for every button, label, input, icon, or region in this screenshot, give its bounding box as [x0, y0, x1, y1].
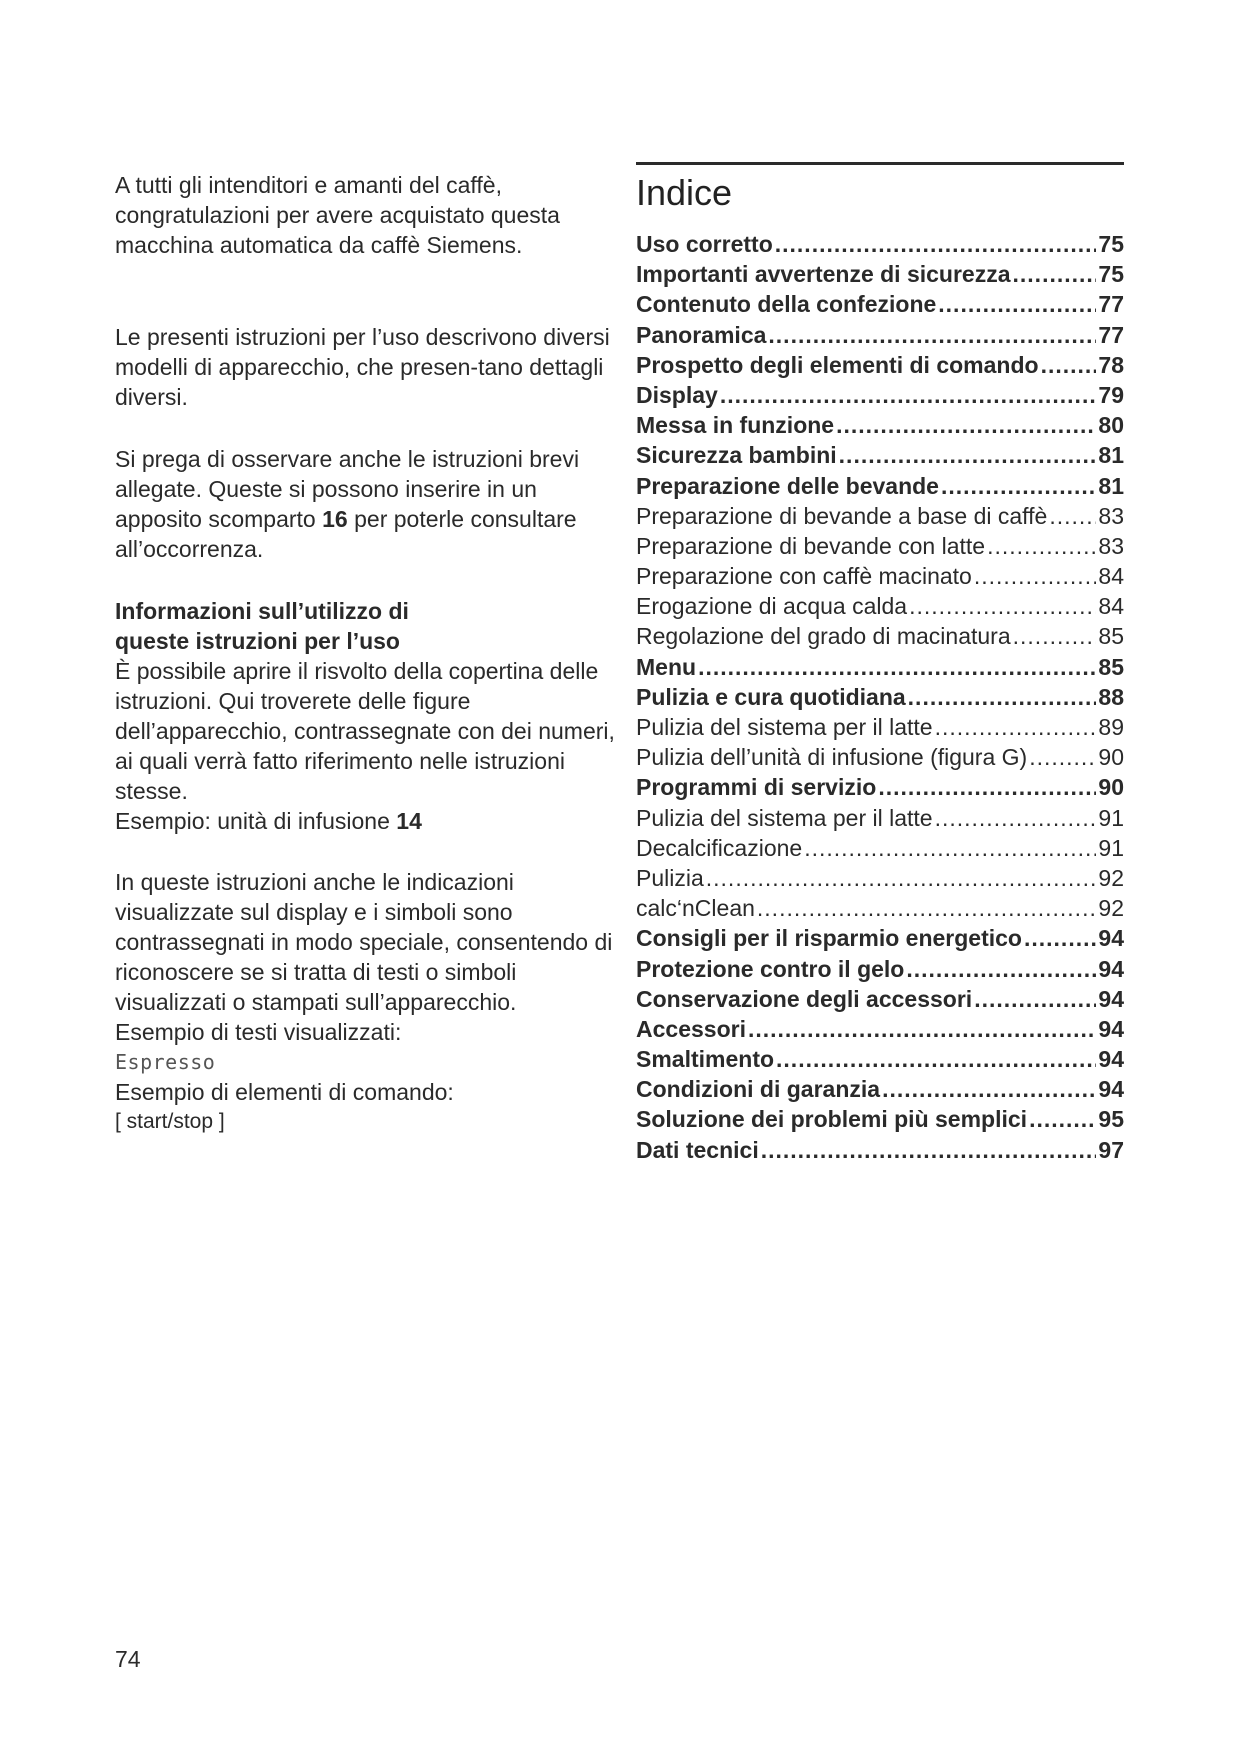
toc-entry-page: 78 [1098, 351, 1124, 378]
toc-entry-label: Decalcificazione [636, 834, 803, 861]
page-number: 74 [115, 1646, 141, 1672]
toc-entry[interactable] [636, 1044, 1124, 1074]
toc-entry-label: Protezione contro il gelo [636, 955, 905, 982]
toc-dot-leader [776, 1044, 1096, 1074]
toc-entry[interactable] [636, 712, 1124, 742]
info-heading-line1: Informazioni sull’utilizzo di [115, 598, 409, 624]
toc-entry-label: Display [636, 381, 718, 408]
short-instructions-paragraph [115, 444, 615, 564]
toc-dot-leader [935, 712, 1097, 742]
info-heading [115, 596, 615, 656]
example-controls-label: Esempio di elementi di comando: [115, 1079, 454, 1105]
toc-entry[interactable] [636, 1104, 1124, 1134]
toc-entry[interactable] [636, 833, 1124, 863]
toc-entry-page: 77 [1098, 321, 1124, 348]
toc-entry[interactable] [636, 350, 1124, 380]
toc-entry-page: 84 [1098, 593, 1124, 620]
toc-dot-leader [706, 863, 1097, 893]
toc-entry[interactable] [636, 561, 1124, 591]
toc-entry[interactable] [636, 742, 1124, 772]
toc-entry-page: 80 [1098, 412, 1124, 439]
example-display-value: Espresso [115, 1050, 216, 1074]
toc-entry-label: Preparazione di bevande a base di caffè [636, 502, 1048, 529]
toc-entry-page: 79 [1098, 381, 1124, 408]
toc-dot-leader [775, 229, 1097, 259]
toc-entry[interactable] [636, 803, 1124, 833]
toc-entry[interactable] [636, 1135, 1124, 1165]
toc-entry-label: Regolazione del grado di macinatura [636, 623, 1011, 650]
toc-entry[interactable] [636, 1014, 1124, 1044]
toc-entry-page: 85 [1098, 623, 1124, 650]
toc-entry-label: Menu [636, 653, 697, 680]
toc-entry-page: 94 [1098, 985, 1124, 1012]
display-paragraph-text: In queste istruzioni anche le indicazioni visualizzate sul display e i simboli sono contrassegnati in modo speciale, consentendo di riconoscere se si tratta di testi o simboli visualizzati o stampati sull’apparecchio. [115, 869, 613, 1015]
toc-entry[interactable] [636, 471, 1124, 501]
toc-entry-page: 75 [1098, 261, 1124, 288]
toc-entry-page: 88 [1098, 683, 1124, 710]
toc-entry[interactable] [636, 501, 1124, 531]
toc-dot-leader [906, 954, 1096, 984]
toc-entry-page: 92 [1098, 864, 1124, 891]
toc-entry-page: 77 [1098, 291, 1124, 318]
toc-entry-page: 92 [1098, 895, 1124, 922]
toc-entry-label: Uso corretto [636, 231, 773, 257]
example-controls-value: [ start/stop ] [115, 1110, 225, 1133]
toc-entry-page: 94 [1098, 1046, 1124, 1073]
example-display-label: Esempio di testi visualizzati: [115, 1019, 402, 1045]
toc-entry-page: 90 [1098, 744, 1124, 771]
short-instructions-text: Si prega di osservare anche le istruzioni brevi allegate. Queste si possono inserire in un apposito scomparto [115, 446, 580, 532]
toc-entry[interactable] [636, 440, 1124, 470]
toc-dot-leader [974, 561, 1097, 591]
toc-entry-label: Conservazione degli accessori [636, 985, 973, 1012]
toc-entry-label: Sicurezza bambini [636, 442, 837, 469]
toc-entry-page: 94 [1098, 1076, 1124, 1103]
toc-entry[interactable] [636, 320, 1124, 350]
toc-entry-label: Preparazione delle bevande [636, 472, 939, 499]
toc-list [636, 229, 1124, 1165]
toc-entry-page: 81 [1098, 442, 1124, 469]
toc-entry-label: calc‘nClean [636, 895, 755, 922]
example-unit-number: 14 [396, 808, 422, 834]
toc-entry[interactable] [636, 289, 1124, 319]
short-instructions-text-end: per poterle consultare all’occorrenza. [115, 506, 577, 562]
toc-entry-page: 94 [1098, 1015, 1124, 1042]
toc-entry[interactable] [636, 893, 1124, 923]
toc-entry-page: 83 [1098, 502, 1124, 529]
toc-entry-label: Smaltimento [636, 1046, 775, 1073]
toc-dot-leader [987, 531, 1096, 561]
toc-dot-leader [882, 1074, 1096, 1104]
toc-dot-leader [1029, 1104, 1096, 1134]
toc-entry-page: 90 [1098, 774, 1124, 801]
toc-entry-label: Contenuto della confezione [636, 291, 937, 318]
toc-entry-label: Programmi di servizio [636, 774, 877, 801]
toc-entry-label: Erogazione di acqua calda [636, 593, 908, 620]
toc-entry-page: 75 [1098, 231, 1124, 257]
toc-entry-page: 95 [1098, 1106, 1124, 1133]
toc-entry-label: Pulizia del sistema per il latte [636, 804, 933, 831]
toc-dot-leader [768, 320, 1096, 350]
toc-entry[interactable] [636, 682, 1124, 712]
info-body: È possibile aprire il risvolto della copertina delle istruzioni. Qui troverete delle figure dell’apparecchio, contrassegnate con dei numeri, ai quali verrà fatto riferimento nelle istruzioni stesse. [115, 658, 615, 804]
toc-dot-leader [938, 289, 1096, 319]
toc-entry-label: Prospetto degli elementi di comando [636, 351, 1039, 378]
toc-entry-page: 84 [1098, 563, 1124, 590]
toc-entry-page: 94 [1098, 925, 1124, 952]
toc-dot-leader [909, 591, 1096, 621]
toc-entry[interactable] [636, 1074, 1124, 1104]
toc-entry-label: Pulizia dell’unità di infusione (figura G) [636, 744, 1028, 771]
toc-entry-page: 85 [1098, 653, 1124, 680]
toc-entry[interactable] [636, 923, 1124, 953]
toc-entry-label: Soluzione dei problemi più semplici [636, 1106, 1028, 1133]
toc-entry-label: Preparazione di bevande con latte [636, 532, 986, 559]
toc-entry-label: Dati tecnici [636, 1136, 759, 1163]
example-unit-label: Esempio: unità di infusione [115, 808, 397, 834]
toc-entry[interactable] [636, 229, 1124, 259]
toc-entry[interactable] [636, 259, 1124, 289]
toc-title: Indice [636, 172, 733, 213]
toc-entry-page: 94 [1098, 955, 1124, 982]
toc-dot-leader [1041, 350, 1097, 380]
toc-entry[interactable] [636, 531, 1124, 561]
toc-entry-label: Importanti avvertenze di sicurezza [636, 261, 1011, 288]
toc-entry[interactable] [636, 380, 1124, 410]
intro-paragraph: A tutti gli intenditori e amanti del caffè, congratulazioni per avere acquistato questa macchina automatica da caffè Siemens. [115, 172, 560, 258]
models-paragraph: Le presenti istruzioni per l’uso descrivono diversi modelli di apparecchio, che presen-tano dettagli diversi. [115, 324, 610, 410]
toc-dot-leader [1013, 621, 1097, 651]
toc-dot-leader [839, 440, 1097, 470]
toc-entry[interactable] [636, 772, 1124, 802]
toc-entry-page: 91 [1098, 834, 1124, 861]
toc-dot-leader [974, 984, 1096, 1014]
toc-entry[interactable] [636, 984, 1124, 1014]
toc-entry[interactable] [636, 863, 1124, 893]
compartment-number: 16 [322, 506, 348, 532]
toc-dot-leader [1049, 501, 1096, 531]
toc-entry-page: 91 [1098, 804, 1124, 831]
toc-entry-page: 81 [1098, 472, 1124, 499]
info-paragraph [115, 656, 615, 836]
toc-entry-label: Pulizia del sistema per il latte [636, 714, 933, 740]
toc-entry[interactable] [636, 591, 1124, 621]
table-of-contents [636, 162, 1124, 1165]
toc-dot-leader [761, 1135, 1097, 1165]
toc-dot-leader [720, 380, 1097, 410]
toc-entry-label: Panoramica [636, 321, 767, 348]
toc-dot-leader [908, 682, 1097, 712]
toc-dot-leader [748, 1014, 1096, 1044]
toc-top-rule [636, 162, 1124, 165]
toc-dot-leader [878, 772, 1096, 802]
toc-dot-leader [836, 410, 1096, 440]
info-heading-line2: queste istruzioni per l’uso [115, 628, 400, 654]
intro-column [115, 170, 615, 1137]
toc-entry-label: Condizioni di garanzia [636, 1076, 881, 1103]
toc-dot-leader [1013, 259, 1097, 289]
toc-entry-label: Pulizia e cura quotidiana [636, 683, 906, 710]
display-paragraph [115, 867, 615, 1137]
toc-entry[interactable] [636, 410, 1124, 440]
toc-entry-label: Preparazione con caffè macinato [636, 563, 972, 590]
toc-dot-leader [941, 471, 1096, 501]
toc-entry[interactable] [636, 621, 1124, 651]
toc-entry-label: Messa in funzione [636, 412, 835, 439]
toc-dot-leader [1029, 742, 1096, 772]
toc-entry-page: 97 [1098, 1136, 1124, 1163]
toc-dot-leader [698, 652, 1096, 682]
toc-entry-page: 83 [1098, 532, 1124, 559]
toc-entry-label: Accessori [636, 1015, 746, 1042]
toc-entry-label: Consigli per il risparmio energetico [636, 925, 1022, 952]
toc-dot-leader [804, 833, 1096, 863]
toc-entry-label: Pulizia [636, 864, 704, 891]
toc-entry[interactable] [636, 652, 1124, 682]
toc-dot-leader [757, 893, 1097, 923]
toc-entry[interactable] [636, 954, 1124, 984]
toc-dot-leader [1024, 923, 1096, 953]
toc-dot-leader [935, 803, 1097, 833]
toc-entry-page: 89 [1098, 714, 1124, 740]
